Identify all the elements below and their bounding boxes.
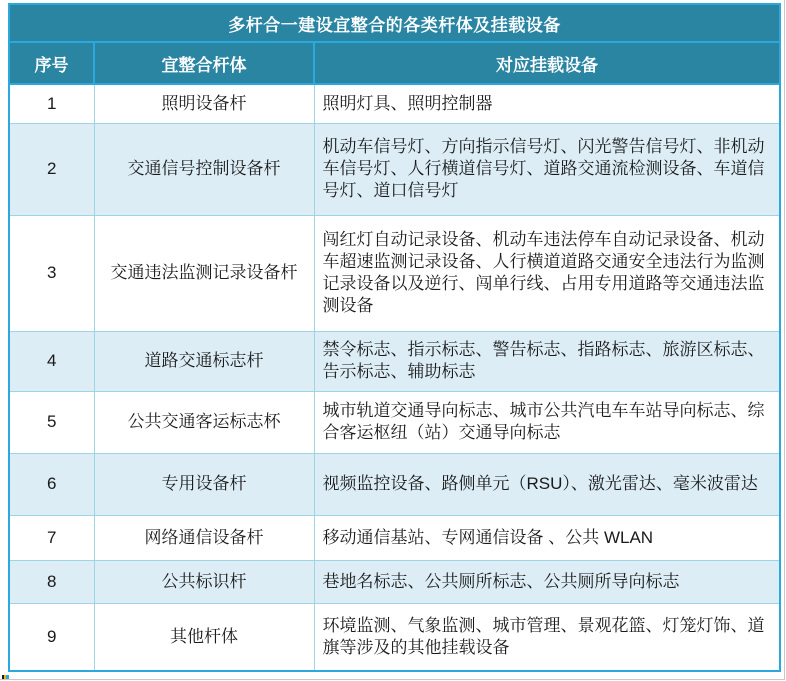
table-row bbox=[9, 453, 780, 515]
table-row bbox=[9, 560, 780, 603]
pole-type-cell: 公共标识杆 bbox=[94, 560, 314, 603]
pole-type-cell: 照明设备杆 bbox=[94, 84, 314, 123]
table-row bbox=[9, 603, 780, 671]
row-index-cell: 2 bbox=[9, 123, 94, 215]
pole-type-cell: 专用设备杆 bbox=[94, 453, 314, 515]
table-row bbox=[9, 84, 780, 123]
table-body bbox=[9, 84, 780, 671]
row-index-cell: 7 bbox=[9, 515, 94, 560]
pole-type-cell: 网络通信设备杆 bbox=[94, 515, 314, 560]
pole-type-cell: 道路交通标志杆 bbox=[94, 331, 314, 391]
table-row bbox=[9, 215, 780, 331]
mounted-devices-cell: 移动通信基站、专网通信设备 、公共 WLAN bbox=[314, 515, 780, 560]
row-index-cell: 1 bbox=[9, 84, 94, 123]
mounted-devices-cell: 环境监测、气象监测、城市管理、景观花篮、灯笼灯饰、道旗等涉及的其他挂载设备 bbox=[314, 603, 780, 671]
table-title-row bbox=[9, 4, 780, 42]
row-index-cell: 4 bbox=[9, 331, 94, 391]
pole-type-cell: 公共交通客运标志杯 bbox=[94, 391, 314, 453]
pole-type-cell: 其他杆体 bbox=[94, 603, 314, 671]
table-row bbox=[9, 123, 780, 215]
mounted-devices-cell: 城市轨道交通导向标志、城市公共汽电车车站导向标志、综合客运枢纽（站）交通导向标志 bbox=[314, 391, 780, 453]
column-header-index: 序号 bbox=[9, 42, 94, 84]
mounted-devices-cell: 禁令标志、指示标志、警告标志、指路标志、旅游区标志、告示标志、辅助标志 bbox=[314, 331, 780, 391]
column-header-pole: 宜整合杆体 bbox=[94, 42, 314, 84]
pole-type-cell: 交通违法监测记录设备杆 bbox=[94, 215, 314, 331]
table-row bbox=[9, 515, 780, 560]
pole-type-cell: 交通信号控制设备杆 bbox=[94, 123, 314, 215]
table-row bbox=[9, 391, 780, 453]
mounted-devices-cell: 巷地名标志、公共厕所标志、公共厕所导向标志 bbox=[314, 560, 780, 603]
table-header-row bbox=[9, 42, 780, 84]
mounted-devices-cell: 闯红灯自动记录设备、机动车违法停车自动记录设备、机动车超速监测记录设备、人行横道道路交通安全违法行为监测记录设备以及逆行、闯单行线、占用专用道路等交通违法监测设备 bbox=[314, 215, 780, 331]
row-index-cell: 6 bbox=[9, 453, 94, 515]
row-index-cell: 8 bbox=[9, 560, 94, 603]
mounted-devices-cell: 机动车信号灯、方向指示信号灯、闪光警告信号灯、非机动车信号灯、人行横道信号灯、道路交通流检测设备、车道信号灯、道口信号灯 bbox=[314, 123, 780, 215]
column-header-devices: 对应挂载设备 bbox=[314, 42, 780, 84]
row-index-cell: 5 bbox=[9, 391, 94, 453]
mounted-devices-cell: 照明灯具、照明控制器 bbox=[314, 84, 780, 123]
pole-integration-table bbox=[8, 3, 781, 672]
table-head bbox=[9, 4, 780, 84]
table-title: 多杆合一建设宜整合的各类杆体及挂载设备 bbox=[9, 4, 780, 42]
row-index-cell: 3 bbox=[9, 215, 94, 331]
mounted-devices-cell: 视频监控设备、路侧单元（RSU）、激光雷达、毫米波雷达 bbox=[314, 453, 780, 515]
table-row bbox=[9, 331, 780, 391]
screen-artifact-speck bbox=[2, 675, 9, 679]
row-index-cell: 9 bbox=[9, 603, 94, 671]
